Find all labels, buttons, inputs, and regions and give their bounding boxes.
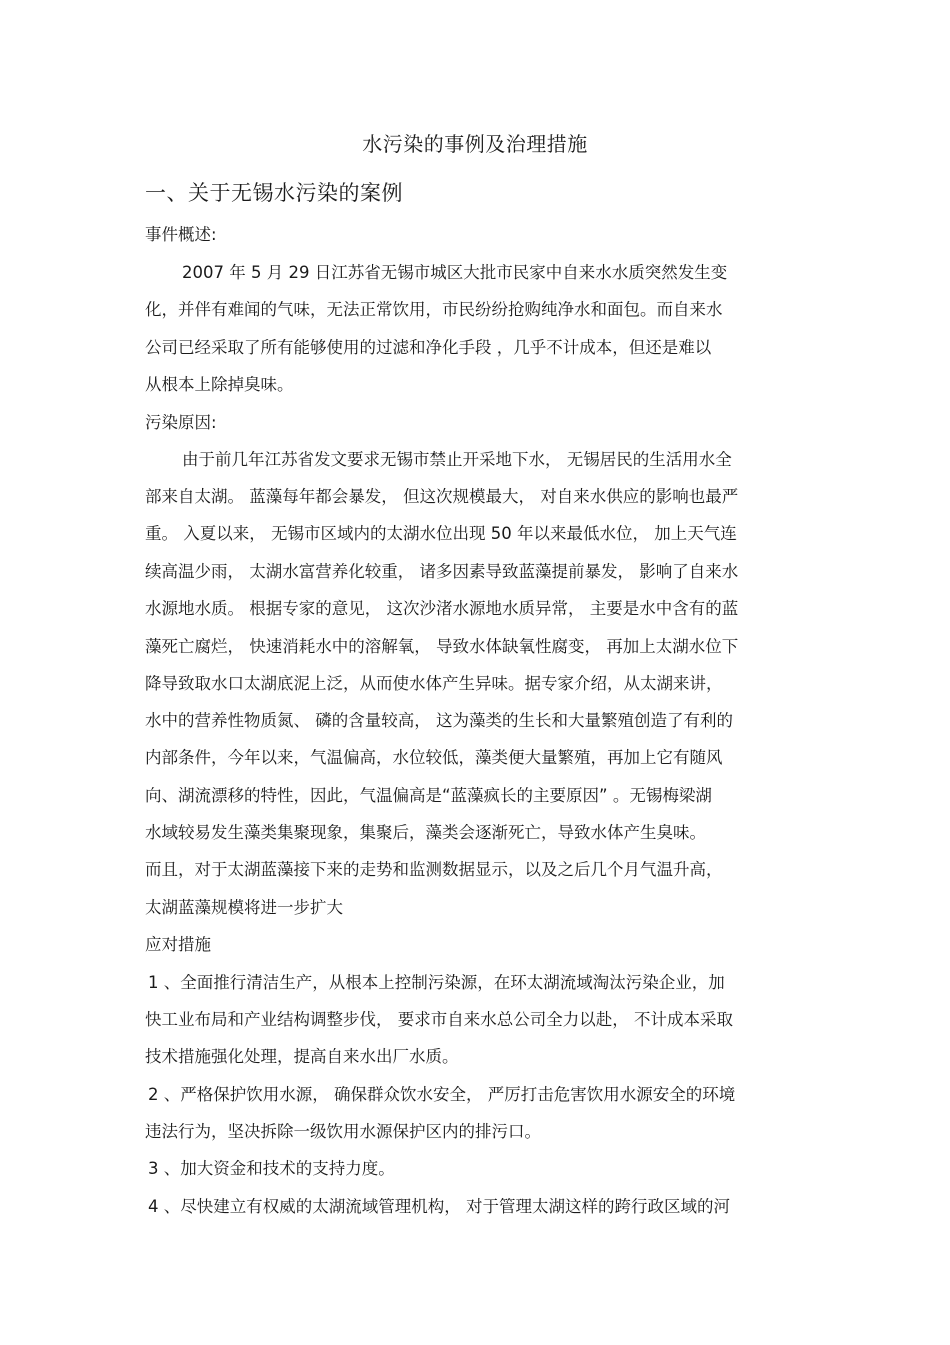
text-line: 化，并伴有难闻的气味，无法正常饮用，市民纷纷抢购纯净水和面包。而自来水	[145, 300, 723, 319]
text-line: 向、湖流漂移的特性，因此，气温偏高是“蓝藻疯长的主要原因” 。无锡梅梁湖	[145, 786, 712, 805]
text-line: 藻死亡腐烂， 快速消耗水中的溶解氧， 导致水体缺氧性腐变， 再加上太湖水位下	[145, 637, 739, 656]
text-line: 太湖蓝藻规模将进一步扩大	[145, 898, 343, 917]
paragraph-label: 应对措施	[145, 935, 211, 954]
text-line: 2007 年 5 月 29 日江苏省无锡市城区大批市民家中自来水水质突然发生变	[182, 263, 728, 282]
text-line: 重。 入夏以来， 无锡市区域内的太湖水位出现 50 年以来最低水位， 加上天气连	[145, 524, 737, 543]
text-line: 4 、尽快建立有权威的太湖流域管理机构， 对于管理太湖这样的跨行政区域的河	[148, 1197, 730, 1216]
text-line: 1 、全面推行清洁生产，从根本上控制污染源，在环太湖流域淘汰污染企业，加	[148, 973, 725, 992]
text-line: 公司已经采取了所有能够使用的过滤和净化手段 ，几乎不计成本，但还是难以	[145, 338, 712, 357]
text-line: 而且，对于太湖蓝藻接下来的走势和监测数据显示，以及之后几个月气温升高，	[145, 860, 723, 879]
text-line: 从根本上除掉臭味。	[145, 375, 294, 394]
text-line: 2 、严格保护饮用水源， 确保群众饮水安全， 严厉打击危害饮用水源安全的环境	[148, 1085, 736, 1104]
text-line: 降导致取水口太湖底泥上泛，从而使水体产生异味。据专家介绍，从太湖来讲，	[145, 674, 723, 693]
paragraph-label: 事件概述:	[145, 225, 217, 244]
section-heading: 一、关于无锡水污染的案例	[145, 181, 403, 205]
text-line: 部来自太湖。 蓝藻每年都会暴发， 但这次规模最大， 对自来水供应的影响也最严	[145, 487, 739, 506]
document-title: 水污染的事例及治理措施	[362, 132, 588, 156]
text-line: 违法行为，坚决拆除一级饮用水源保护区内的排污口。	[145, 1122, 541, 1141]
text-line: 由于前几年江苏省发文要求无锡市禁止开采地下水， 无锡居民的生活用水全	[182, 450, 732, 469]
text-line: 3 、加大资金和技术的支持力度。	[148, 1159, 395, 1178]
text-line: 水源地水质。 根据专家的意见， 这次沙渚水源地水质异常， 主要是水中含有的蓝	[145, 599, 739, 618]
text-line: 水中的营养性物质氮、 磷的含量较高， 这为藻类的生长和大量繁殖创造了有利的	[145, 711, 733, 730]
text-line: 续高温少雨， 太湖水富营养化较重， 诸多因素导致蓝藻提前暴发， 影响了自来水	[145, 562, 739, 581]
text-line: 内部条件，今年以来，气温偏高，水位较低，藻类便大量繁殖，再加上它有随风	[145, 748, 723, 767]
text-line: 水域较易发生藻类集聚现象，集聚后，藻类会逐渐死亡，导致水体产生臭味。	[145, 823, 706, 842]
text-line: 技术措施强化处理，提高自来水出厂水质。	[145, 1047, 459, 1066]
paragraph-label: 污染原因:	[145, 413, 217, 432]
text-line: 快工业布局和产业结构调整步伐， 要求市自来水总公司全力以赴， 不计成本采取	[145, 1010, 733, 1029]
